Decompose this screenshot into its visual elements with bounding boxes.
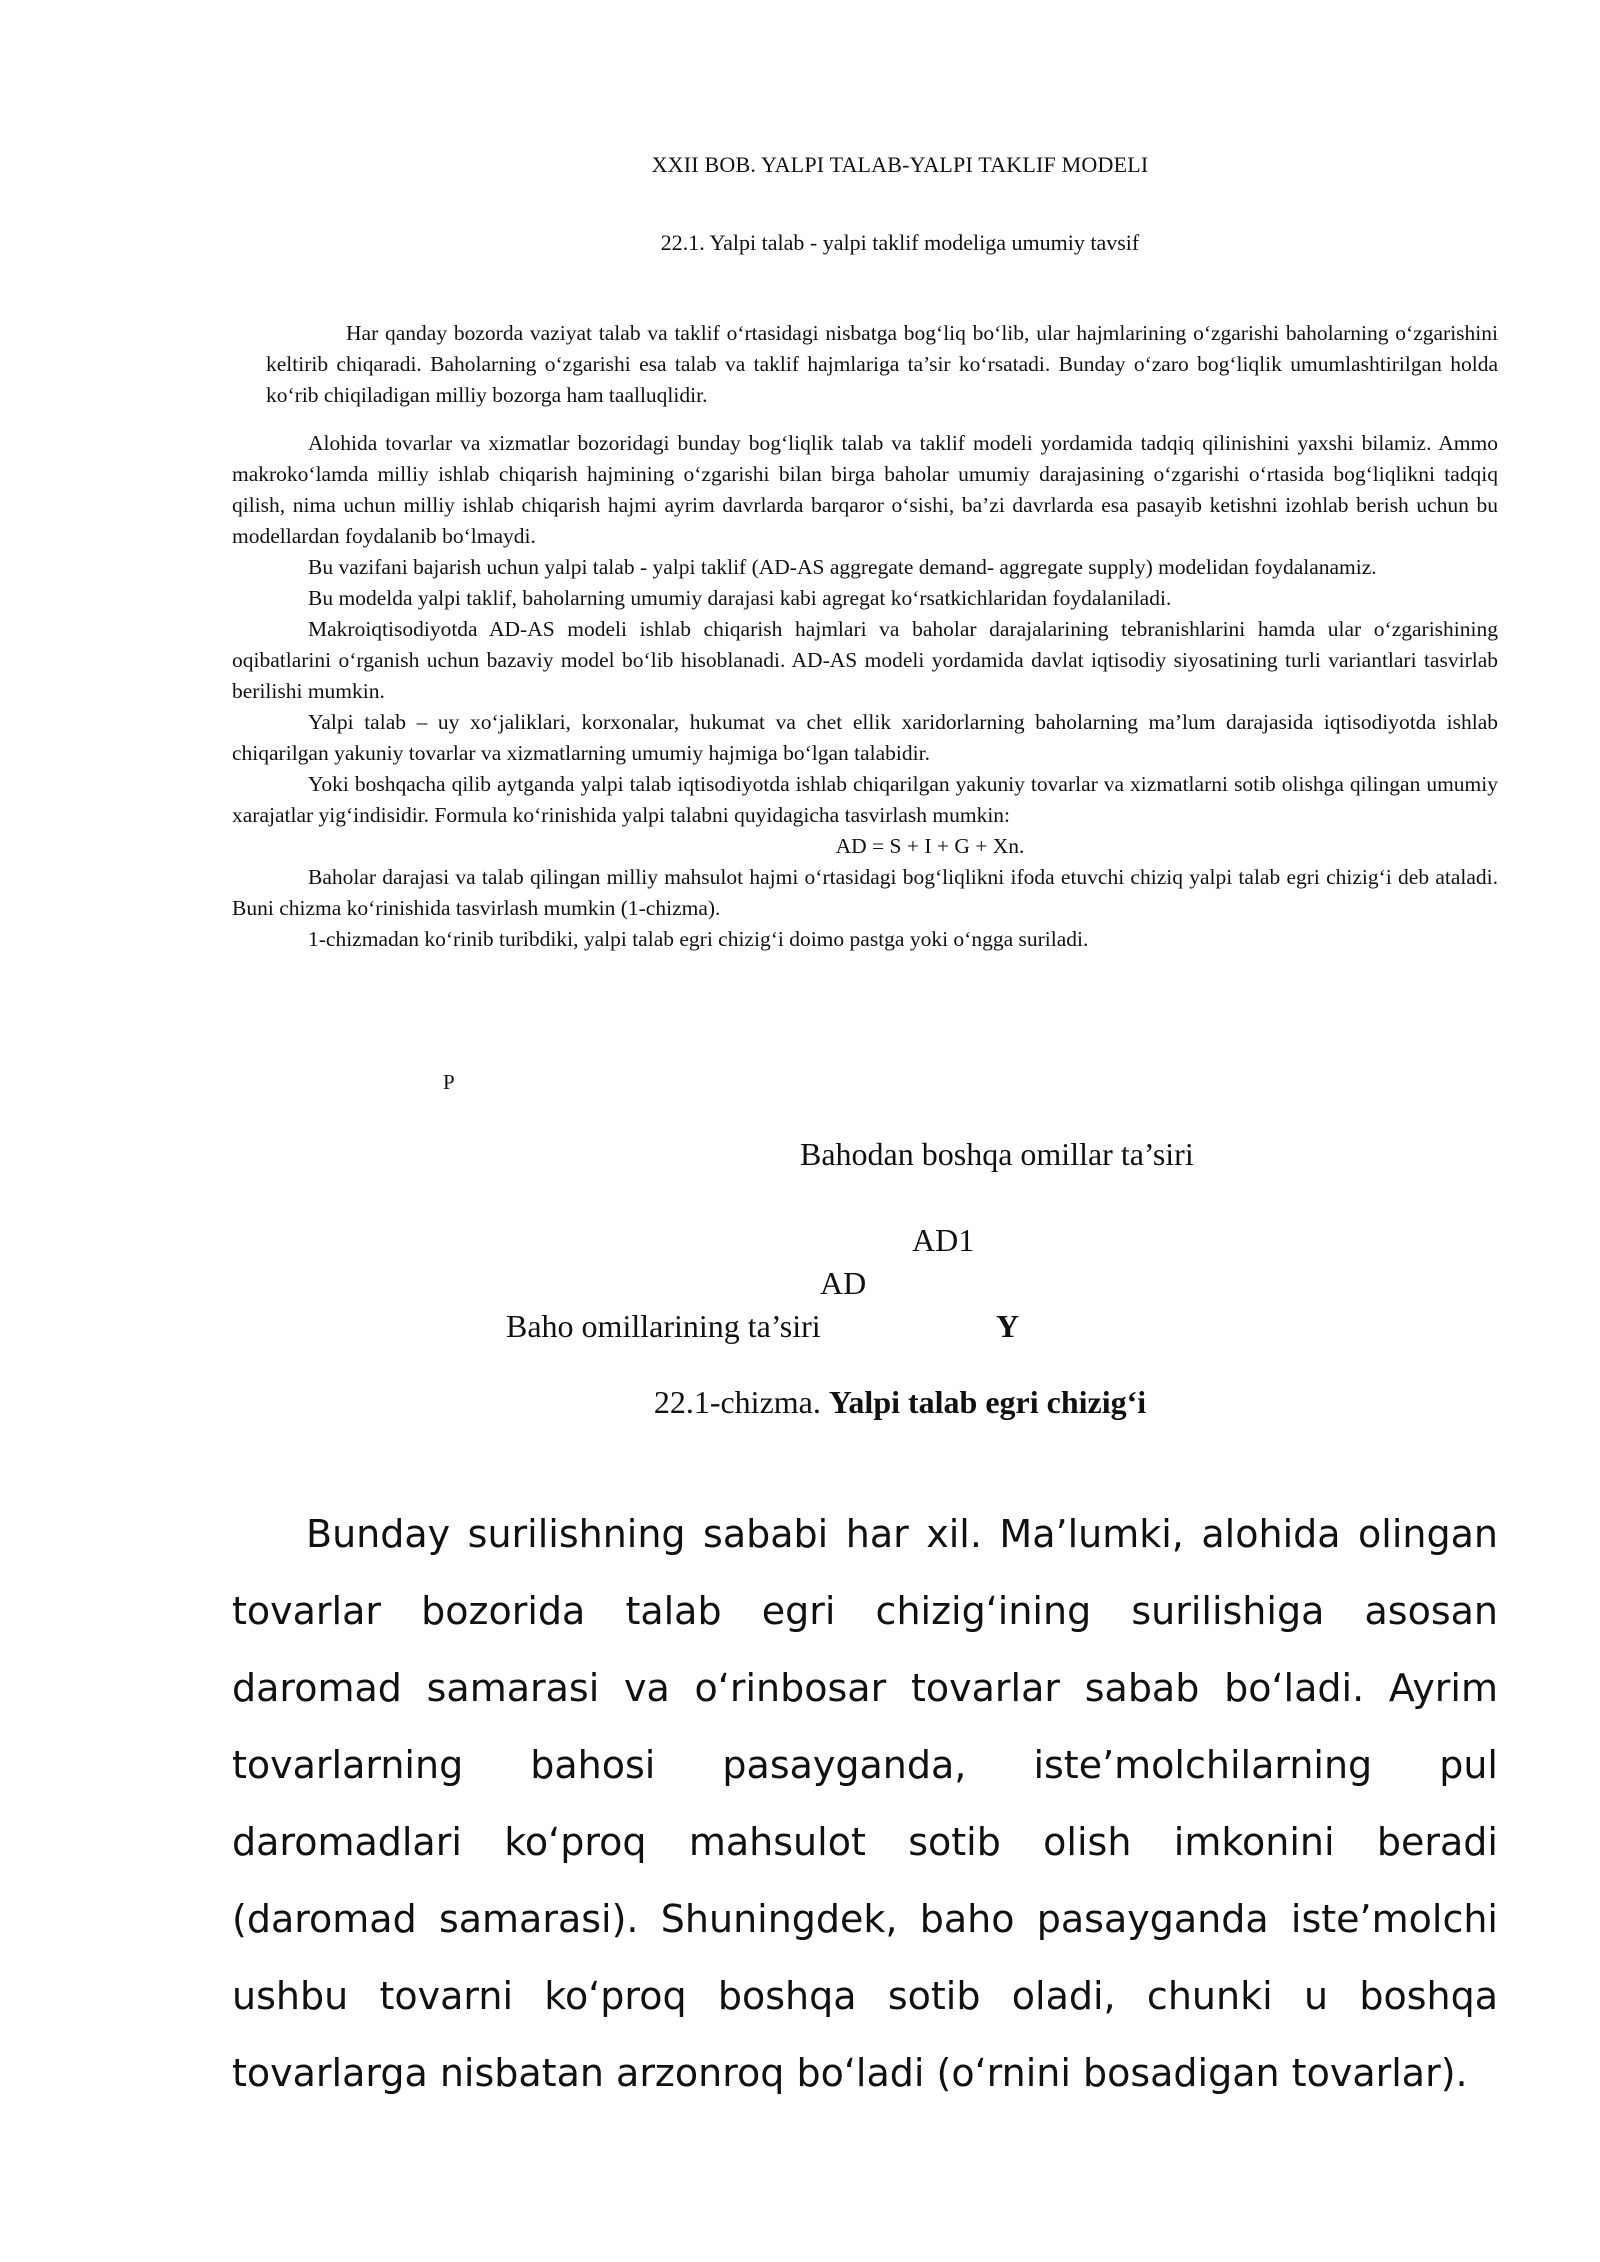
paragraph: Yoki boshqacha qilib aytganda yalpi talab iqtisodiyotda ishlab chiqarilgan yakuniy tovarlar va xizmatlarni sotib olishga qilingan umumiy xarajatlar yig‘indisidir. Formula ko‘rinishida yalpi talabni quyidagicha tasvirlash mumkin: [232, 772, 1498, 827]
intro-paragraph: Har qanday bozorda vaziyat talab va taklif o‘rtasidagi nisbatga bog‘liq bo‘lib, ular hajmlarining o‘zgarishi baholarning o‘zgarishini keltirib chiqaradi. Baholarning o‘zgarishi esa talab va taklif hajmlariga ta’sir ko‘rsatadi. Bunday o‘zaro bog‘liqlik umumlashtirilgan holda ko‘rib chiqiladigan milliy bozorga ham taalluqlidir. [266, 321, 1498, 407]
paragraph: Yalpi talab – uy xo‘jaliklari, korxonalar, hukumat va chet ellik xaridorlarning baholarning ma’lum darajasida iqtisodiyotda ishlab chiqarilgan yakuniy tovarlar va xizmatlarning umumiy hajmiga bo‘lgan talabidir. [232, 710, 1498, 765]
paragraph: Baholar darajasi va talab qilingan milliy mahsulot hajmi o‘rtasidagi bog‘liqlikni ifoda etuvchi chiziq yalpi talab egri chizig‘i deb ataladi. Buni chizma ko‘rinishida tasvirlash mumkin (1-chizma). [232, 865, 1498, 920]
intro-block [266, 318, 1498, 411]
paragraph: 1-chizmadan ko‘rinib turibdiki, yalpi talab egri chizig‘i doimo pastga yoki o‘ngga suriladi. [308, 927, 1089, 951]
chapter-title: XXII BOB. YALPI TALAB-YALPI TAKLIF MODELI [651, 152, 1149, 177]
ad1-curve-label: AD1 [912, 1222, 975, 1258]
section-title: 22.1. Yalpi talab - yalpi taklif modeliga umumiy tavsif [660, 230, 1140, 255]
paragraph: Bu vazifani bajarish uchun yalpi talab - yalpi taklif (AD-AS aggregate demand- aggregate supply) modelidan foydalanamiz. [308, 555, 1377, 579]
other-factors-label: Bahodan boshqa omillar ta’siri [800, 1136, 1194, 1172]
closing-paragraph: Bunday surilishning sababi har xil. Ma’lumki, alohida olingan tovarlar bozorida talab egri chizig‘ining surilishiga asosan daromad samarasi va o‘rinbosar tovarlar sabab bo‘ladi. Ayrim tovarlarning bahosi pasayganda, iste’molchilarning pul daromadlari ko‘proq mahsulot sotib olish imkonini beradi (daromad samarasi). Shuningdek, baho pasayganda iste’molchi ushbu tovarni ko‘proq boshqa sotib oladi, chunki u boshqa tovarlarga nisbatan arzonroq bo‘ladi (o‘rnini bosadigan tovarlar). [232, 1512, 1498, 2095]
main-text-block [232, 428, 1498, 955]
caption-prefix: 22.1-chizma. [653, 1384, 829, 1420]
closing-block [232, 1496, 1498, 2112]
axis-p-label: P [443, 1070, 455, 1094]
paragraph: Alohida tovarlar va xizmatlar bozoridagi bunday bog‘liqlik talab va taklif modeli yordamida tadqiq qilinishini yaxshi bilamiz. Ammo makroko‘lamda milliy ishlab chiqarish hajmining o‘zgarishi bilan birga baholar umumiy darajasining o‘zgarishi o‘rtasida bog‘liqlikni tadqiq qilish, nima uchun milliy ishlab chiqarish hajmi ayrim davrlarda barqaror o‘sishi, ba’zi davrlarda esa pasayib ketishni izohlab berish uchun bu modellardan foydalanib bo‘lmaydi. [232, 431, 1498, 548]
caption-title: Yalpi talab egri chizig‘i [828, 1384, 1147, 1420]
ad-curve-label: AD [820, 1265, 867, 1301]
price-factors-label: Baho omillarining ta’siri [506, 1308, 821, 1344]
ad-formula: AD = S + I + G + Xn. [835, 834, 1025, 858]
paragraph: Bu modelda yalpi taklif, baholarning umumiy darajasi kabi agregat ko‘rsatkichlaridan foydalaniladi. [308, 586, 1172, 610]
axis-y-label: Y [996, 1308, 1020, 1344]
paragraph: Makroiqtisodiyotda AD-AS modeli ishlab chiqarish hajmlari va baholar darajalarining tebranishlarini hamda ular o‘zgarishining oqibatlarini o‘rganish uchun bazaviy model bo‘lib hisoblanadi. AD-AS modeli yordamida davlat iqtisodiy siyosatining turli variantlari tasvirlab berilishi mumkin. [232, 617, 1498, 703]
figure-caption [0, 1384, 1600, 1421]
